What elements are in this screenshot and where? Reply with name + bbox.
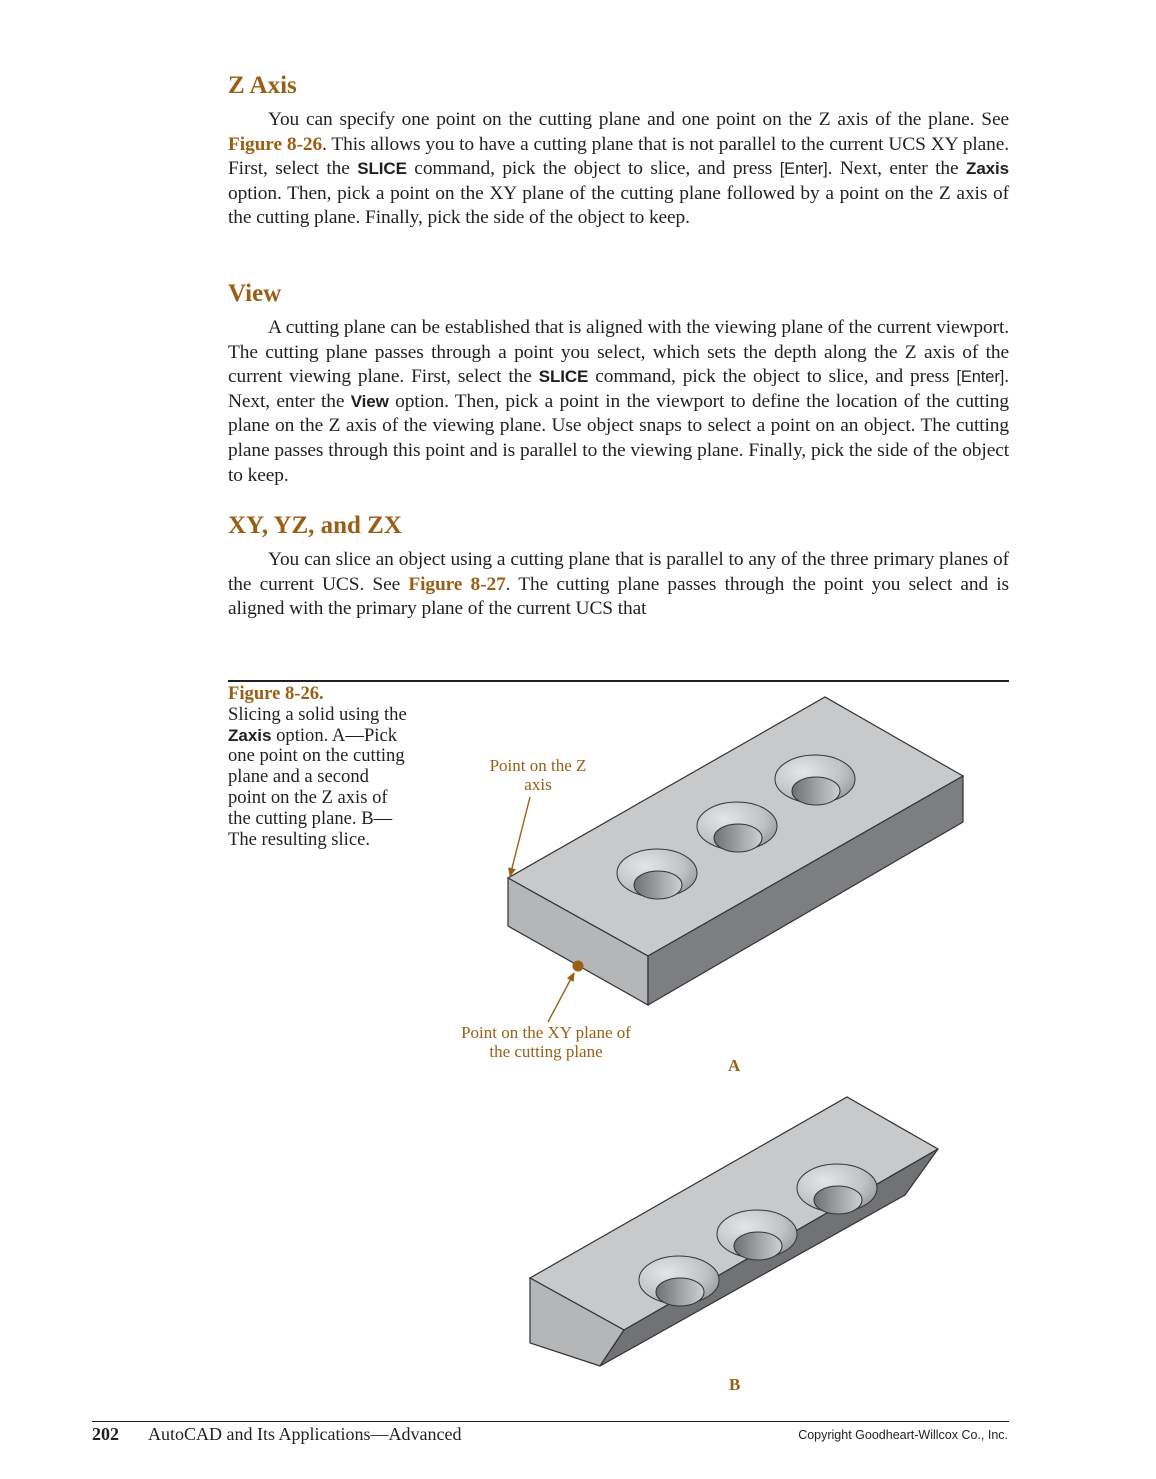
inline-key: [Enter] xyxy=(779,160,828,179)
text-run: . The cutting plane passes through the point you select and is aligned with the primary plane of the current UCS that xyxy=(228,573,1009,620)
text-run: A cutting plane can be established that is aligned with the viewing plane of the current viewport. The cutting plane passes through a point you select, which sets the depth along the Z axis of the current viewing plane. First, select the xyxy=(228,317,1009,388)
inline-key: [Enter] xyxy=(956,368,1005,387)
text-run: command, pick the object to slice, and press xyxy=(406,158,780,180)
block-a xyxy=(508,697,963,1022)
book-title: AutoCAD and Its Applications—Advanced xyxy=(148,1424,462,1444)
heading-view: View xyxy=(228,280,282,307)
block-b xyxy=(530,1097,938,1366)
inline-cmd: View xyxy=(350,391,389,411)
inline-fig: Figure 8-27 xyxy=(408,573,506,595)
text-run: You can specify one point on the cutting plane and one point on the Z axis of the plane. See xyxy=(268,109,1009,130)
label-part-b: B xyxy=(729,1375,741,1394)
text-run: You can slice an object using a cutting plane that is parallel to any of the three primary planes of the current UCS. See xyxy=(228,549,1009,595)
inline-cmd: Zaxis xyxy=(966,159,1010,179)
text-run: option. Then, pick a point in the viewport to define the location of the cutting plane on the Z axis of the viewing plane. Use object snaps to select a point on an object. The cutting plane passes through this point and is parallel to the viewing plane. Finally, pick the side of the object to keep. xyxy=(228,390,1009,486)
text-run: . Next, enter the xyxy=(827,158,967,180)
xy-plane-leader xyxy=(548,973,574,1022)
inline-cmd: SLICE xyxy=(357,159,407,179)
label-xy-plane-point: Point on the XY plane of the cutting plane xyxy=(461,1023,631,1061)
text-run: option. Then, pick a point on the XY plane of the cutting plane followed by a point on the Z axis of the cutting plane. Finally, pick the side of the object to keep. xyxy=(228,182,1009,229)
caption-command: Zaxis xyxy=(228,725,272,745)
xy-point-marker xyxy=(573,961,584,972)
figure-number: Figure 8-26. xyxy=(228,683,324,704)
text-run: . This allows you to have a cutting plane that is not parallel to the current UCS XY plane. First, select the xyxy=(228,133,1009,180)
label-part-a: A xyxy=(728,1056,741,1075)
text-run: command, pick the object to slice, and press xyxy=(588,366,957,388)
copyright-notice: Copyright Goodheart-Willcox Co., Inc. xyxy=(798,1428,1008,1442)
heading-z-axis: Z Axis xyxy=(228,72,297,99)
z-axis-leader xyxy=(510,797,530,876)
label-z-axis-point: Point on the Z axis xyxy=(489,756,587,794)
inline-fig: Figure 8-26 xyxy=(228,133,323,155)
footer-rule xyxy=(92,1421,1009,1422)
heading-xy-yz-zx: XY, YZ, and ZX xyxy=(228,512,402,539)
page-number: 202 xyxy=(92,1424,119,1444)
caption-text-after: option. A—Pick one point on the cutting plane and a second point on the Z axis of the cutting plane. B—The resulting slice. xyxy=(228,724,405,850)
inline-cmd: SLICE xyxy=(538,367,589,387)
text-run: . Next, enter the xyxy=(228,366,1009,412)
caption-text-before: Slicing a solid using the xyxy=(228,703,407,725)
